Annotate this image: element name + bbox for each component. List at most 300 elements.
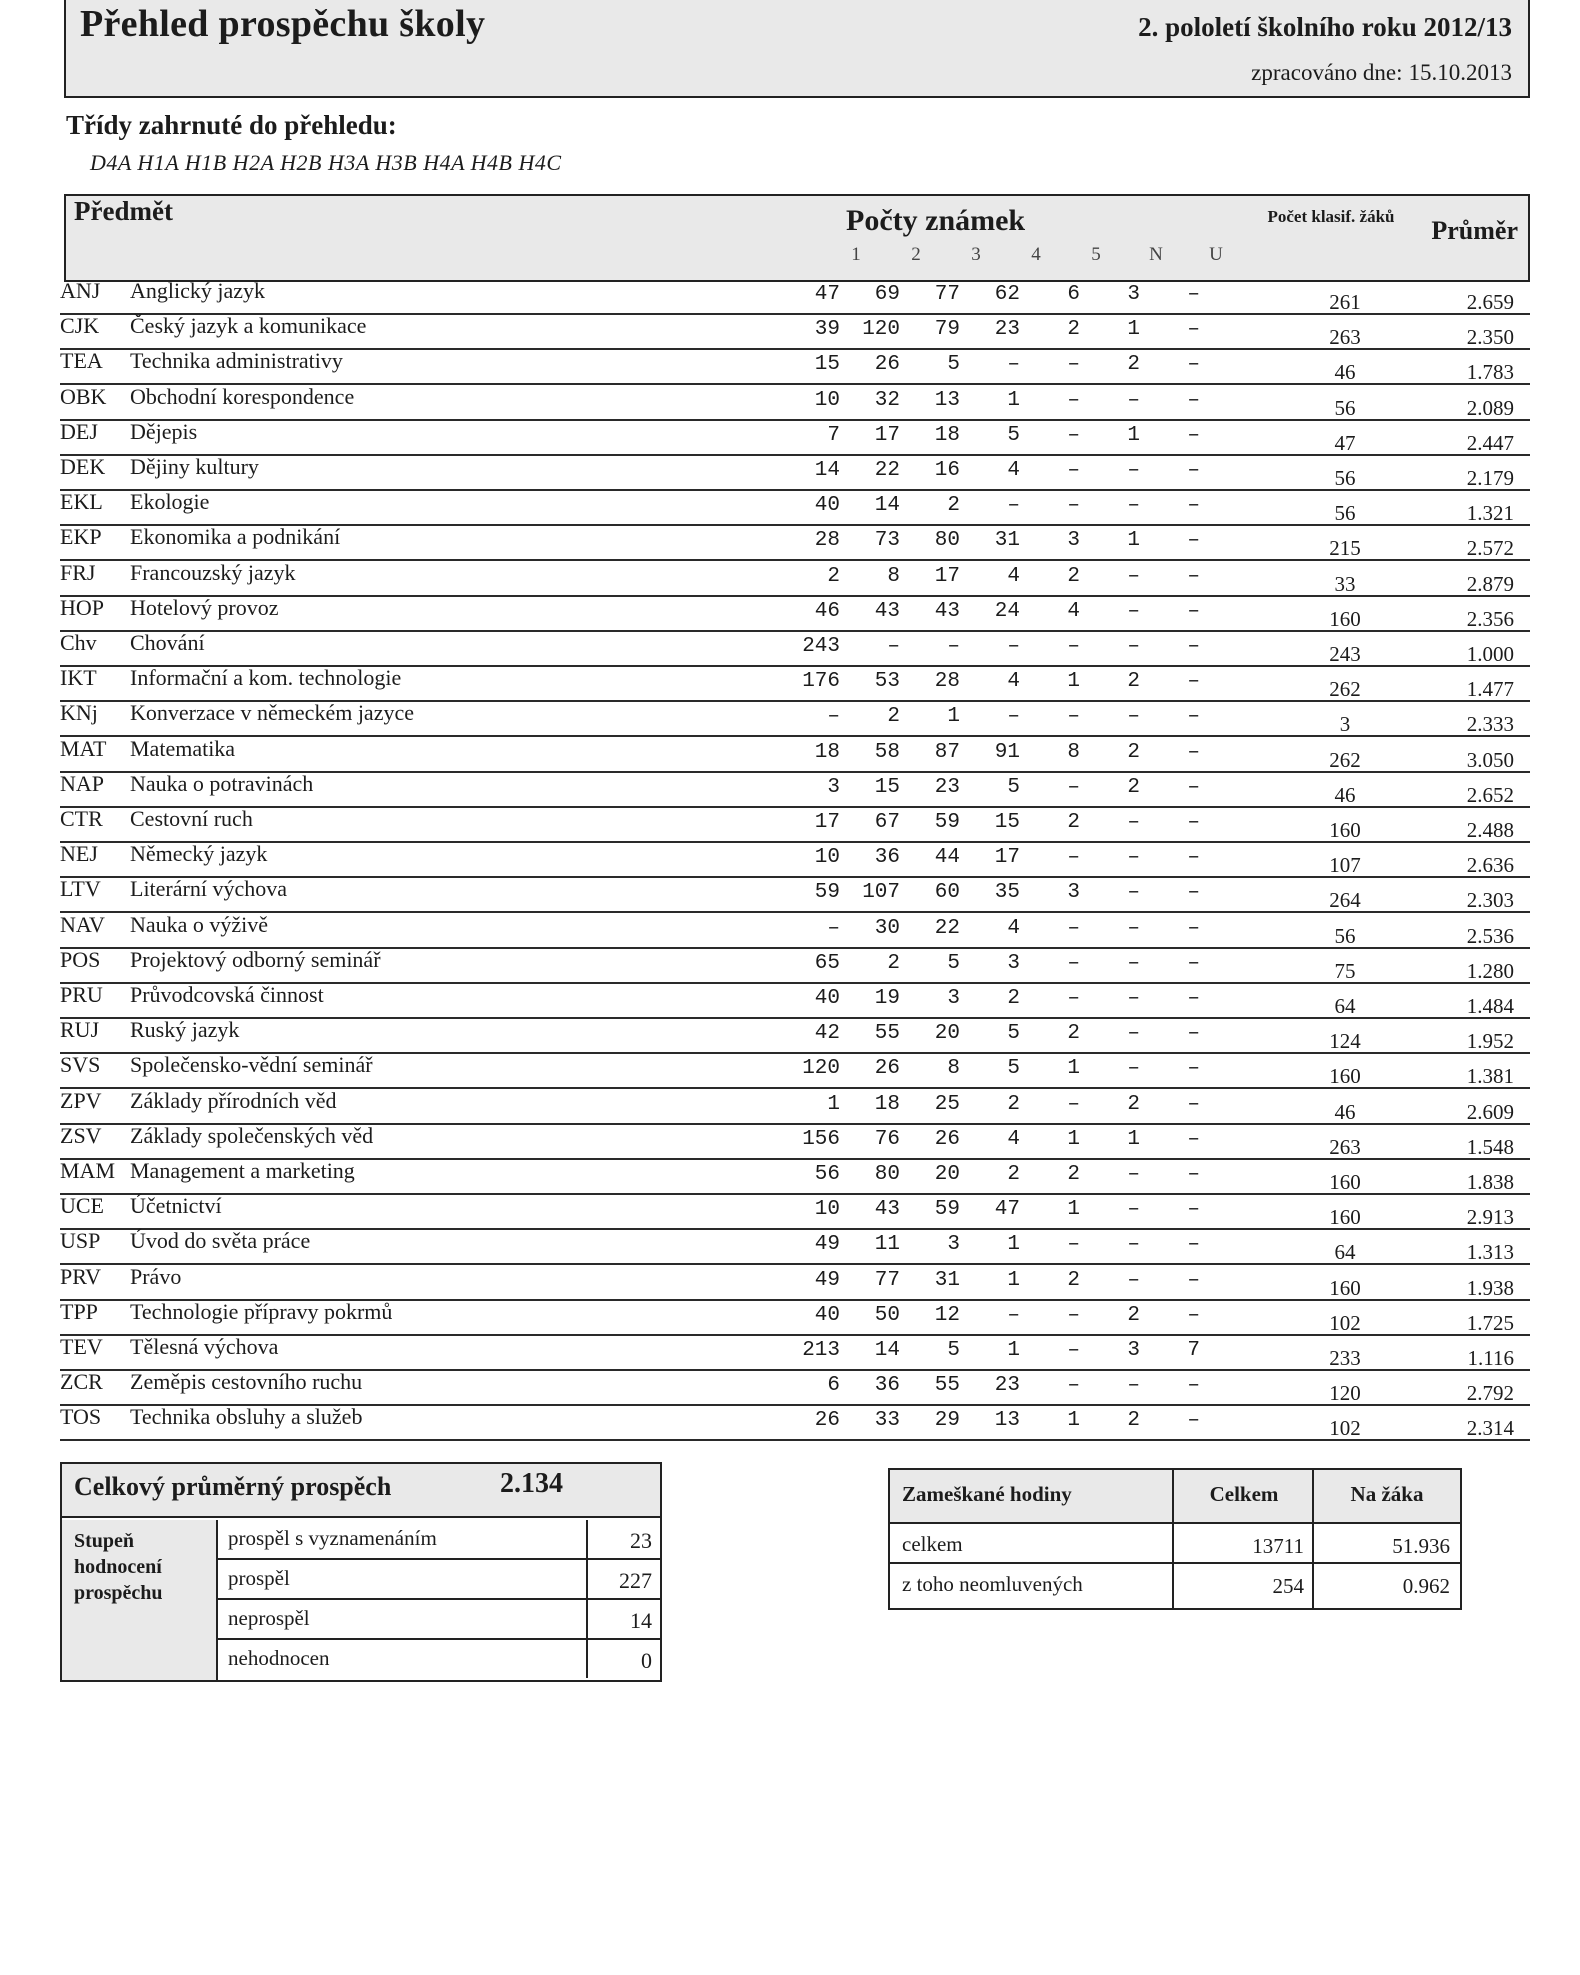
grade-count-6: –: [1127, 987, 1140, 1010]
grade-count-6: –: [1127, 388, 1140, 412]
subject-code: FRJ: [60, 559, 96, 585]
student-count: 160: [1329, 606, 1361, 631]
grade-count-4: 1: [1007, 388, 1020, 412]
grade-count-6: 1: [1127, 529, 1140, 553]
grade-count-4: –: [1007, 1303, 1020, 1327]
grade-count-5: –: [1067, 1233, 1080, 1257]
grade-count-4: 91: [994, 740, 1020, 764]
table-row: [60, 491, 1530, 526]
grade-count-2: 76: [874, 1127, 900, 1151]
subject-name: Informační a kom. technologie: [130, 665, 402, 691]
grade-count-1: 14: [814, 459, 840, 482]
student-count: 46: [1334, 1099, 1356, 1124]
table-row: [60, 350, 1530, 385]
school-term: 2. pololetí školního roku 2012/13: [1138, 12, 1512, 42]
grade-count-6: –: [1127, 564, 1140, 588]
grade-count-7: –: [1187, 1409, 1200, 1433]
student-count: 64: [1334, 1240, 1356, 1265]
subject-code: KNj: [60, 700, 98, 726]
grade-count-7: –: [1187, 599, 1200, 623]
grade-count-2: 58: [874, 740, 900, 764]
grade-count-6: 2: [1127, 1409, 1140, 1433]
grade-count-7: –: [1187, 670, 1200, 694]
grade-count-1: –: [827, 705, 840, 729]
grade-count-2: 55: [874, 1022, 900, 1046]
grade-count-6: –: [1127, 494, 1140, 518]
grade-count-7: –: [1187, 951, 1200, 975]
table-row: [60, 1298, 1530, 1336]
absence-col-total: Celkem: [1209, 1482, 1279, 1506]
subject-average: 2.447: [1466, 430, 1514, 455]
student-count: 33: [1334, 571, 1356, 596]
grade-count-7: –: [1187, 987, 1200, 1010]
evaluation-stage-label: Stupeň hodnocení prospěchu: [62, 1520, 218, 1680]
grade-count-1: 3: [827, 775, 840, 799]
grade-count-2: 14: [874, 1339, 900, 1362]
student-count: 56: [1334, 923, 1356, 948]
grade-count-3: 60: [934, 881, 960, 905]
subject-code: RUJ: [60, 1017, 100, 1043]
grade-count-5: –: [1067, 388, 1080, 412]
grade-count-5: –: [1067, 1339, 1080, 1362]
classes-heading: Třídy zahrnuté do přehledu:: [66, 110, 397, 140]
column-grade-3: 3: [971, 244, 981, 265]
grade-count-4: 5: [1007, 775, 1020, 799]
report-header: [64, 0, 1530, 98]
subject-average: 1.000: [1466, 642, 1514, 666]
table-row: [60, 770, 1530, 808]
grade-count-1: 213: [802, 1339, 840, 1362]
student-count: 107: [1329, 853, 1361, 878]
grade-count-3: 17: [934, 564, 960, 588]
absence-label: celkem: [902, 1532, 963, 1556]
table-row: [60, 1406, 1530, 1441]
grade-count-6: –: [1127, 1233, 1140, 1257]
subject-code: NAP: [60, 770, 105, 796]
grade-count-4: 2: [1007, 987, 1020, 1010]
grade-count-1: 40: [814, 494, 840, 518]
subject-name: Ruský jazyk: [130, 1017, 240, 1043]
grade-count-3: 5: [947, 1339, 960, 1362]
student-count: 160: [1329, 1205, 1361, 1230]
grade-count-5: –: [1067, 1303, 1080, 1327]
grade-count-2: 50: [874, 1303, 900, 1327]
grade-count-1: 15: [814, 353, 840, 377]
grade-count-5: 8: [1067, 740, 1080, 764]
stage-row: [218, 1560, 660, 1600]
grade-count-7: –: [1187, 564, 1200, 588]
grade-count-7: –: [1187, 1233, 1200, 1257]
table-row: [60, 843, 1530, 878]
subject-code: PRU: [60, 982, 103, 1007]
grade-count-2: 53: [874, 670, 900, 694]
grade-count-4: 3: [1007, 951, 1020, 975]
stage-count: 14: [586, 1600, 660, 1638]
subject-code: DEJ: [60, 418, 98, 444]
grade-count-5: 3: [1067, 881, 1080, 905]
grade-count-2: 8: [887, 564, 900, 588]
grade-count-4: 5: [1007, 423, 1020, 447]
subject-name: Technika administrativy: [130, 348, 343, 374]
grade-count-4: 4: [1007, 459, 1020, 482]
grade-count-6: –: [1127, 846, 1140, 870]
subject-code: PRV: [60, 1263, 102, 1289]
grade-count-2: 26: [874, 1057, 900, 1081]
subject-average: 2.350: [1466, 325, 1514, 350]
grade-count-5: –: [1067, 353, 1080, 377]
student-count: 47: [1334, 430, 1356, 455]
subject-code: TPP: [60, 1298, 98, 1324]
subject-average: 3.050: [1466, 747, 1514, 772]
table-row: [60, 735, 1530, 773]
grade-count-4: 4: [1007, 564, 1020, 588]
grade-count-7: –: [1187, 775, 1200, 799]
grade-count-2: 32: [874, 388, 900, 412]
table-row: [60, 984, 1530, 1019]
grade-count-1: 56: [814, 1163, 840, 1186]
stage-count: 23: [586, 1520, 660, 1558]
grade-count-4: 4: [1007, 916, 1020, 940]
classes-list: D4A H1A H1B H2A H2B H3A H3B H4A H4B H4C: [90, 150, 562, 175]
table-row: [60, 1054, 1530, 1089]
subject-name: Chování: [130, 630, 205, 655]
grade-count-3: 31: [934, 1268, 960, 1292]
grade-count-1: 18: [814, 740, 840, 764]
grade-count-2: 67: [874, 811, 900, 834]
column-grade-2: 2: [911, 244, 921, 265]
subject-code: ZCR: [60, 1369, 103, 1395]
grade-count-4: –: [1007, 705, 1020, 729]
grade-count-6: 3: [1127, 1339, 1140, 1362]
stage-row: [218, 1600, 660, 1640]
grade-count-5: –: [1067, 951, 1080, 975]
subject-name: Management a marketing: [130, 1158, 355, 1183]
grade-count-7: –: [1187, 283, 1200, 306]
grade-count-3: 26: [934, 1127, 960, 1151]
grade-count-5: 1: [1067, 670, 1080, 694]
grade-count-6: 1: [1127, 423, 1140, 447]
student-count: 46: [1334, 360, 1356, 385]
subject-name: Cestovní ruch: [130, 806, 253, 831]
grade-count-6: –: [1127, 1163, 1140, 1186]
grade-count-3: 79: [934, 318, 960, 342]
student-count: 160: [1329, 1275, 1361, 1300]
overall-average-label: Celkový průměrný prospěch: [74, 1472, 392, 1501]
grade-count-1: 39: [814, 318, 840, 342]
grade-count-4: 62: [994, 283, 1020, 306]
table-row: [60, 594, 1530, 632]
table-row: [60, 911, 1530, 949]
grade-count-1: 10: [814, 846, 840, 870]
subject-name: Zeměpis cestovního ruchu: [130, 1369, 363, 1395]
subject-code: TEA: [60, 348, 103, 374]
table-row: [60, 1371, 1530, 1406]
subject-code: CJK: [60, 313, 100, 339]
grade-count-1: 176: [802, 670, 840, 694]
subject-average: 2.913: [1466, 1205, 1514, 1230]
student-count: 124: [1329, 1029, 1361, 1054]
grade-count-7: –: [1187, 1268, 1200, 1292]
subject-code: POS: [60, 946, 101, 972]
grade-count-3: 20: [934, 1163, 960, 1186]
grade-count-4: –: [1007, 353, 1020, 377]
grade-count-7: –: [1187, 1374, 1200, 1398]
grade-count-4: 1: [1007, 1233, 1020, 1257]
subject-code: NEJ: [60, 841, 98, 867]
subject-code: CTR: [60, 806, 103, 831]
grade-count-4: 2: [1007, 1092, 1020, 1116]
subject-code: ZSV: [60, 1122, 102, 1148]
subject-average: 2.879: [1466, 571, 1514, 596]
grade-count-1: 17: [814, 811, 840, 834]
grade-count-5: 2: [1067, 318, 1080, 342]
subject-average: 1.116: [1467, 1346, 1514, 1370]
student-count: 46: [1334, 782, 1356, 807]
student-count: 233: [1329, 1346, 1361, 1370]
grade-count-7: –: [1187, 423, 1200, 447]
subject-code: HOP: [60, 594, 105, 620]
grade-count-4: –: [1007, 494, 1020, 518]
table-row: [60, 702, 1530, 737]
grade-count-1: 2: [827, 564, 840, 588]
grade-count-7: –: [1187, 529, 1200, 553]
subject-average: 1.548: [1466, 1134, 1514, 1159]
grade-count-7: –: [1187, 1022, 1200, 1046]
grade-count-5: 1: [1067, 1409, 1080, 1433]
absence-row: [890, 1564, 1460, 1604]
grade-count-2: 18: [874, 1092, 900, 1116]
student-count: 160: [1329, 1064, 1361, 1089]
grade-count-1: 40: [814, 987, 840, 1010]
subject-code: ANJ: [60, 278, 101, 303]
grade-count-6: 1: [1127, 318, 1140, 342]
grade-count-1: –: [827, 916, 840, 940]
grade-count-2: 17: [874, 423, 900, 447]
grade-count-3: 13: [934, 388, 960, 412]
grade-count-4: 1: [1007, 1268, 1020, 1292]
student-count: 262: [1329, 747, 1361, 772]
grade-count-5: –: [1067, 1092, 1080, 1116]
subject-name: Nauka o výživě: [130, 911, 269, 937]
grade-count-6: 2: [1127, 670, 1140, 694]
subject-average: 1.313: [1466, 1240, 1514, 1265]
grade-count-6: –: [1127, 1374, 1140, 1398]
grade-count-5: –: [1067, 705, 1080, 729]
stage-count: 0: [586, 1640, 660, 1678]
subject-name: Tělesná výchova: [130, 1334, 279, 1359]
stage-row: [218, 1640, 660, 1680]
absence-per-student: 0.962: [1402, 1574, 1450, 1598]
grade-count-1: 42: [814, 1022, 840, 1046]
subject-name: Společensko-vědní seminář: [130, 1052, 373, 1078]
subject-name: Český jazyk a komunikace: [130, 313, 367, 339]
subject-average: 2.488: [1466, 818, 1514, 842]
grade-count-6: 2: [1127, 775, 1140, 799]
table-row: [60, 808, 1530, 843]
subject-average: 1.938: [1466, 1275, 1514, 1300]
grade-count-4: 15: [994, 811, 1020, 834]
grade-count-6: 3: [1127, 283, 1140, 306]
table-row: [60, 667, 1530, 702]
subject-code: MAT: [60, 735, 107, 761]
grade-count-1: 49: [814, 1268, 840, 1292]
grade-count-3: 23: [934, 775, 960, 799]
grade-count-1: 6: [827, 1374, 840, 1398]
grade-count-2: 26: [874, 353, 900, 377]
student-count: 263: [1329, 1134, 1361, 1159]
grade-count-1: 120: [802, 1057, 840, 1081]
stage-label: prospěl s vyznamenáním: [228, 1526, 437, 1550]
grade-count-7: –: [1187, 494, 1200, 518]
grade-count-6: –: [1127, 599, 1140, 623]
grade-count-6: –: [1127, 459, 1140, 482]
subject-name: Dějepis: [130, 418, 198, 444]
grade-count-3: 43: [934, 599, 960, 623]
grade-count-4: 4: [1007, 1127, 1020, 1151]
grade-count-5: –: [1067, 635, 1080, 658]
subject-code: TOS: [60, 1404, 102, 1430]
grade-count-7: –: [1187, 1092, 1200, 1116]
subject-average: 2.536: [1466, 923, 1514, 948]
grade-count-7: –: [1187, 1198, 1200, 1222]
grade-count-5: –: [1067, 423, 1080, 447]
subject-name: Základy společenských věd: [130, 1122, 374, 1148]
grade-count-6: –: [1127, 916, 1140, 940]
subject-name: Technika obsluhy a služeb: [130, 1404, 363, 1430]
grade-count-4: 4: [1007, 670, 1020, 694]
grade-count-2: 120: [862, 318, 900, 342]
grade-count-5: 2: [1067, 1268, 1080, 1292]
subject-average: 2.314: [1466, 1416, 1514, 1441]
grade-count-3: 8: [947, 1057, 960, 1081]
grade-count-3: 2: [947, 494, 960, 518]
subject-name: Literární výchova: [130, 876, 287, 902]
column-subject: Předmět: [74, 196, 173, 226]
grade-count-6: 1: [1127, 1127, 1140, 1151]
grade-count-2: 2: [887, 705, 900, 729]
absence-summary: [888, 1468, 1462, 1610]
grade-count-6: –: [1127, 1268, 1140, 1292]
grade-count-1: 10: [814, 388, 840, 412]
subject-code: OBK: [60, 383, 107, 409]
column-grade-4: 4: [1031, 244, 1041, 265]
grade-count-1: 156: [802, 1127, 840, 1151]
student-count: 264: [1329, 888, 1361, 913]
subject-average: 2.333: [1466, 712, 1514, 737]
subject-code: USP: [60, 1228, 101, 1254]
subject-name: Projektový odborný seminář: [130, 946, 381, 972]
grade-count-5: 6: [1067, 283, 1080, 306]
student-count: 262: [1329, 677, 1361, 702]
grade-count-7: –: [1187, 1057, 1200, 1081]
subject-name: Matematika: [130, 735, 236, 761]
student-count: 56: [1334, 466, 1356, 490]
absence-per-student: 51.936: [1392, 1534, 1450, 1558]
stage-row: [218, 1520, 660, 1560]
table-row: [60, 1195, 1530, 1230]
grade-count-6: –: [1127, 1198, 1140, 1222]
grade-count-4: –: [1007, 635, 1020, 658]
column-grade-n: N: [1149, 244, 1163, 265]
subject-name: Německý jazyk: [130, 841, 268, 867]
grade-count-2: –: [887, 635, 900, 658]
grade-count-7: –: [1187, 705, 1200, 729]
grade-count-6: –: [1127, 881, 1140, 905]
overall-summary: [60, 1462, 662, 1682]
subject-code: UCE: [60, 1193, 104, 1219]
grade-count-1: 59: [814, 881, 840, 905]
grade-count-2: 36: [874, 846, 900, 870]
absence-heading: Zameškané hodiny: [902, 1482, 1072, 1506]
grade-count-7: –: [1187, 881, 1200, 905]
subject-average: 2.636: [1466, 853, 1514, 878]
subject-code: SVS: [60, 1052, 101, 1078]
subject-code: Chv: [60, 630, 97, 655]
subject-code: NAV: [60, 911, 105, 937]
table-row: [60, 1122, 1530, 1160]
subject-average: 2.572: [1466, 536, 1514, 561]
grade-count-2: 2: [887, 951, 900, 975]
grade-count-1: 10: [814, 1198, 840, 1222]
grade-count-4: 35: [994, 881, 1020, 905]
subject-name: Konverzace v německém jazyce: [130, 700, 414, 726]
grade-count-2: 69: [874, 283, 900, 306]
grade-count-2: 33: [874, 1409, 900, 1433]
subject-code: EKP: [60, 524, 102, 550]
subject-code: MAM: [60, 1158, 116, 1183]
column-grade-counts: Počty známek: [846, 204, 1026, 237]
grade-count-2: 73: [874, 529, 900, 553]
table-row: [60, 1160, 1530, 1195]
subject-name: Právo: [130, 1263, 182, 1289]
student-count: 243: [1329, 642, 1361, 666]
grade-count-3: 5: [947, 353, 960, 377]
subject-name: Průvodcovská činnost: [130, 982, 324, 1007]
absence-row: [890, 1524, 1460, 1564]
grade-count-7: –: [1187, 1303, 1200, 1327]
stage-count: 227: [586, 1560, 660, 1598]
column-grade-5: 5: [1091, 244, 1101, 265]
grade-count-2: 19: [874, 987, 900, 1010]
grade-count-6: –: [1127, 705, 1140, 729]
grade-count-7: –: [1187, 459, 1200, 482]
grade-count-7: –: [1187, 1127, 1200, 1151]
grade-count-3: 28: [934, 670, 960, 694]
grade-count-1: 243: [802, 635, 840, 658]
grade-count-1: 28: [814, 529, 840, 553]
subject-name: Dějiny kultury: [130, 454, 259, 479]
subject-name: Obchodní korespondence: [130, 383, 355, 409]
student-count: 160: [1329, 1170, 1361, 1194]
grade-count-3: 18: [934, 423, 960, 447]
grade-count-1: 49: [814, 1233, 840, 1257]
grade-count-4: 23: [994, 318, 1020, 342]
table-row: [60, 1019, 1530, 1054]
grade-count-3: 22: [934, 916, 960, 940]
subject-average: 1.484: [1466, 994, 1514, 1018]
grade-count-7: –: [1187, 318, 1200, 342]
grade-count-4: 24: [994, 599, 1020, 623]
student-count: 160: [1329, 818, 1361, 842]
subject-name: Základy přírodních věd: [130, 1087, 337, 1113]
subject-code: LTV: [60, 876, 101, 902]
stage-label: prospěl: [228, 1566, 290, 1590]
table-row: [60, 1336, 1530, 1371]
absence-label: z toho neomluvených: [902, 1572, 1083, 1596]
grade-count-2: 30: [874, 916, 900, 940]
student-count: 120: [1329, 1381, 1361, 1406]
grade-count-3: 5: [947, 951, 960, 975]
